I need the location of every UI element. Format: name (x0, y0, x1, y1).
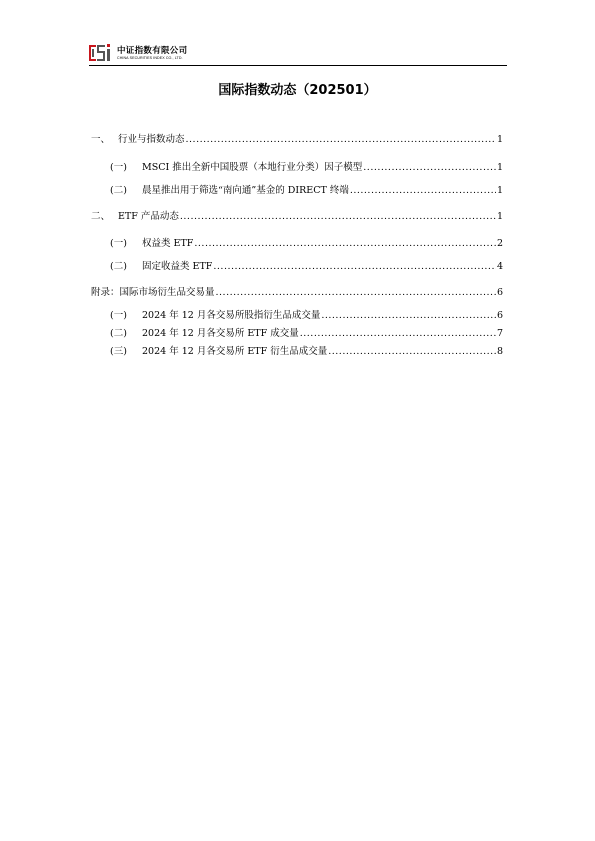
toc-entry[interactable] (110, 162, 503, 174)
toc-leader-dots (213, 261, 496, 273)
toc-entry-page: 4 (496, 261, 503, 272)
toc-entry[interactable] (110, 310, 503, 322)
toc-leader-dots (321, 310, 496, 322)
toc-entry[interactable] (91, 211, 503, 223)
toc-entry-number: (三) (110, 346, 127, 357)
toc-entry-text: MSCI 推出全新中国股票（本地行业分类）因子模型 (142, 162, 363, 173)
toc-entry-number: 一、 (91, 134, 111, 145)
toc-entry-number: (二) (110, 328, 127, 339)
toc-entry[interactable] (91, 287, 503, 299)
csi-logo-icon (89, 44, 113, 62)
toc-entry[interactable] (91, 134, 503, 146)
toc-leader-dots (363, 162, 496, 174)
toc-entry[interactable] (110, 261, 503, 273)
toc-leader-dots (350, 185, 496, 197)
toc-entry-text: 2024 年 12 月各交易所股指衍生品成交量 (142, 310, 321, 321)
toc-entry-text: 权益类 ETF (142, 238, 194, 249)
toc-entry-page: 1 (496, 162, 503, 173)
toc-entry[interactable] (110, 346, 503, 358)
toc-entry-text: 行业与指数动态 (118, 134, 185, 145)
toc-leader-dots (216, 287, 496, 299)
toc-entry-number: (一) (110, 238, 127, 249)
toc-entry-page: 1 (496, 134, 503, 145)
logo-english-name: CHINA SECURITIES INDEX CO., LTD. (117, 55, 183, 60)
header-divider (89, 65, 507, 66)
toc-entry-page: 1 (496, 211, 503, 222)
logo-chinese-name: 中证指数有限公司 (117, 45, 188, 56)
toc-entry-page: 7 (496, 328, 503, 339)
company-logo (89, 44, 187, 62)
toc-entry-number: (一) (110, 310, 127, 321)
toc-leader-dots (328, 346, 496, 358)
toc-entry-page: 8 (496, 346, 503, 357)
toc-entry-text: 晨星推出用于筛选“南向通”基金的 DIRECT 终端 (142, 185, 349, 196)
toc-leader-dots (300, 328, 496, 340)
toc-entry-page: 2 (496, 238, 503, 249)
document-title: 国际指数动态（202501） (218, 83, 377, 98)
toc-entry[interactable] (110, 238, 503, 250)
toc-entry[interactable] (110, 185, 503, 197)
toc-entry-page: 6 (496, 287, 503, 298)
toc-entry-text: 2024 年 12 月各交易所 ETF 衍生品成交量 (142, 346, 328, 357)
toc-entry-number: (二) (110, 261, 127, 272)
toc-entry-text: 2024 年 12 月各交易所 ETF 成交量 (142, 328, 299, 339)
toc-entry-number: (二) (110, 185, 127, 196)
toc-leader-dots (186, 134, 496, 146)
toc-entry-text: 固定收益类 ETF (142, 261, 213, 272)
toc-entry[interactable] (110, 328, 503, 340)
toc-entry-text: 附录：国际市场衍生品交易量 (91, 287, 215, 298)
toc-entry-page: 6 (496, 310, 503, 321)
toc-entry-page: 1 (496, 185, 503, 196)
toc-leader-dots (180, 211, 496, 223)
toc-entry-text: ETF 产品动态 (118, 211, 179, 222)
toc-entry-number: 二、 (91, 211, 111, 222)
toc-leader-dots (194, 238, 496, 250)
toc-entry-number: (一) (110, 162, 127, 173)
page-header (89, 44, 507, 66)
